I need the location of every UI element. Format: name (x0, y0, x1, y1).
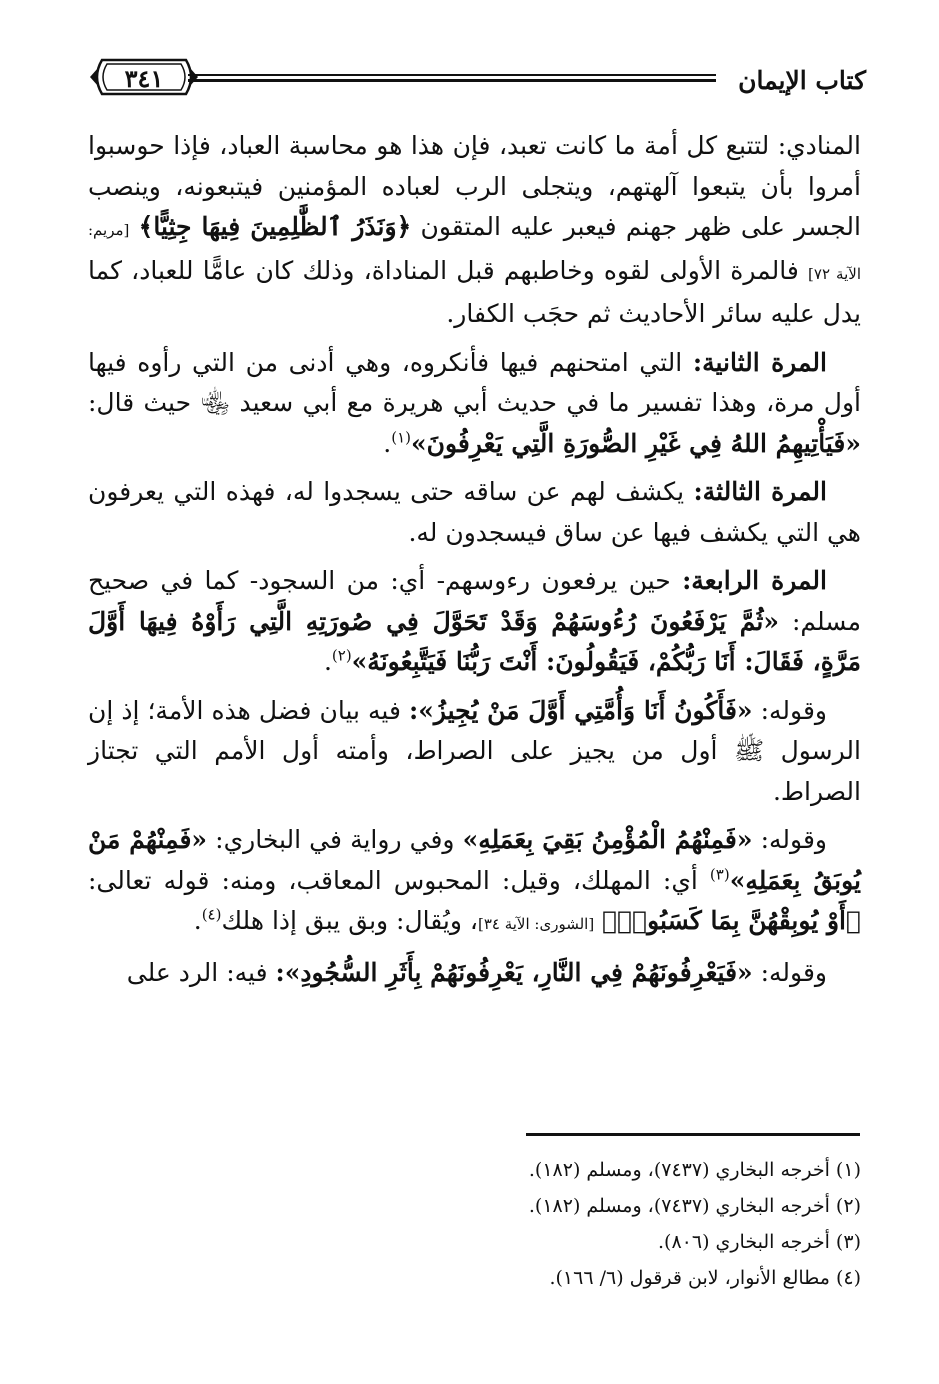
paragraph-2: المرة الثانية: التي امتحنهم فيها فأنكروه، وهي أدنى من التي رأوه فيها أول مرة، وهذا تفسير ما في حديث أبي هريرة مع أبي سعيد ﵄ حيث قال: «فَيَأْتِيهِمُ اللهُ فِي غَيْرِ الصُّورَةِ الَّتِي يَعْرِفُونَ»$^{(١)}$. (88, 347, 861, 458)
paragraph-1: المنادي: لتتبع كل أمة ما كانت تعبد، فإن هذا هو محاسبة العباد، فإذا حوسبوا أمروا بأن يتبعوا آلهتهم، ويتجلى الرب لعباده المؤمنين فيتبعونه، وينصب الجسر على ظهر جهنم فيعبر عليه المتقون ﴿وَنَذَرُ ٱلظَّٰلِمِينَ فِيهَا جِثِيًّا﴾ [مريم: الآية ٧٢] فالمرة الأولى لقوه وخاطبهم قبل المناداة، وذلك كان عامًّا للعباد، كما يدل عليه سائر الأحاديث ثم حجَب الكفار. (88, 131, 861, 328)
hadith-quote: «ثُمَّ يَرْفَعُونَ رُءُوسَهُمْ وَقَدْ تَحَوَّلَ فِي صُورَتِهِ الَّتِي رَأَوْهُ فِيهَا أَوَّلَ مَرَّةٍ، فَقَالَ: أَنَا رَبُّكُمْ، فَيَقُولُونَ: أَنْتَ رَبُّنَا فَيَتَّبِعُونَهُ» (88, 606, 861, 676)
verse-reference: [الشورى: الآية ٣٤] (477, 915, 595, 933)
footnote-separator (526, 1133, 860, 1136)
footnote-marker: (١) (391, 428, 411, 447)
footnote-3: (٣) أخرجه البخاري (٨٠٦). (657, 1231, 861, 1253)
hadith-quote: «فَأَكُونُ أَنَا وَأُمَّتِي أَوَّلَ مَنْ يُجِيزُ»: (408, 695, 753, 725)
paragraph-6: وقوله: «فَمِنْهُمُ الْمُؤْمِنُ بَقِيَ بِعَمَلِهِ» وفي رواية في البخاري: «فَمِنْهُمْ مَنْ يُوبَقُ بِعَمَلِهِ»$^{(٣)}$ أي: المهلك، وقيل: المحبوس المعاقب، ومنه: قوله تعالى: ﴿أَوْ يُوبِقْهُنَّ بِمَا كَسَبُوا۟﴾ [الشورى: الآية ٣٤]، ويُقال: وبق يبق إذا هلك$^{(٤)}$. (88, 825, 861, 935)
quran-verse: ﴿وَنَذَرُ ٱلظَّٰلِمِينَ فِيهَا جِثِيًّا﴾ (138, 212, 412, 241)
hadith-quote: «فَيَأْتِيهِمُ اللهُ فِي غَيْرِ الصُّورَةِ الَّتِي يَعْرِفُونَ» (411, 428, 861, 458)
header-rule (188, 74, 716, 84)
paragraph-5: وقوله: «فَأَكُونُ أَنَا وَأُمَّتِي أَوَّلَ مَنْ يُجِيزُ»: فيه بيان فضل هذه الأمة؛ إذ إن الرسول ﷺ أول من يجيز على الصراط، وأمته أول الأمم التي تجتاز الصراط. (88, 695, 861, 806)
footnote-4: (٤) مطالع الأنوار، لابن قرقول (٦/ ١٦٦). (549, 1267, 861, 1289)
page-number: ٣٤١ (124, 64, 164, 93)
main-text (88, 126, 861, 1001)
hadith-quote: «فَمِنْهُمْ مَنْ يُوبَقُ بِعَمَلِهِ» (88, 825, 861, 895)
footnote-marker: (٣) (709, 865, 730, 884)
page-number-ornament (88, 54, 200, 100)
paragraph-lead: المرة الثانية: (692, 347, 827, 377)
verse-reference: [مريم: الآية ٧٢] (88, 221, 861, 283)
quran-verse: ﴿أَوْ يُوبِقْهُنَّ بِمَا كَسَبُوا۟﴾ (602, 906, 861, 935)
footnotes (88, 1152, 861, 1296)
hadith-quote: «فَمِنْهُمُ الْمُؤْمِنُ بَقِيَ بِعَمَلِهِ» (462, 825, 753, 854)
footnote-marker: (٢) (331, 646, 352, 665)
paragraph-4: المرة الرابعة: حين يرفعون رءوسهم- أي: من السجود- كما في صحيح مسلم: «ثُمَّ يَرْفَعُونَ رُءُوسَهُمْ وَقَدْ تَحَوَّلَ فِي صُورَتِهِ الَّتِي رَأَوْهُ فِيهَا أَوَّلَ مَرَّةٍ، فَقَالَ: أَنَا رَبُّكُمْ، فَيَقُولُونَ: أَنْتَ رَبُّنَا فَيَتَّبِعُونَهُ»$^{(٢)}$. (88, 566, 861, 676)
footnote-2: (٢) أخرجه البخاري (٧٤٣٧)، ومسلم (١٨٢). (528, 1195, 861, 1217)
paragraph-lead: المرة الرابعة: (682, 566, 827, 595)
hadith-quote: «فَيَعْرِفُونَهُمْ فِي النَّارِ، يَعْرِفُونَهُمْ بِأَثَرِ السُّجُودِ»: (275, 957, 753, 987)
page-header (88, 52, 866, 112)
book-title: كتاب الإيمان (738, 66, 866, 95)
paragraph-lead: المرة الثالثة: (693, 477, 827, 506)
paragraph-7: وقوله: «فَيَعْرِفُونَهُمْ فِي النَّارِ، يَعْرِفُونَهُمْ بِأَثَرِ السُّجُودِ»: فيه: الرد على (126, 957, 827, 987)
paragraph-3: المرة الثالثة: يكشف لهم عن ساقه حتى يسجدوا له، فهذه التي يعرفون هي التي يكشف فيها عن ساق فيسجدون له. (88, 477, 861, 547)
footnote-marker: (٤) (201, 905, 222, 924)
footnote-1: (١) أخرجه البخاري (٧٤٣٧)، ومسلم (١٨٢). (528, 1159, 861, 1181)
